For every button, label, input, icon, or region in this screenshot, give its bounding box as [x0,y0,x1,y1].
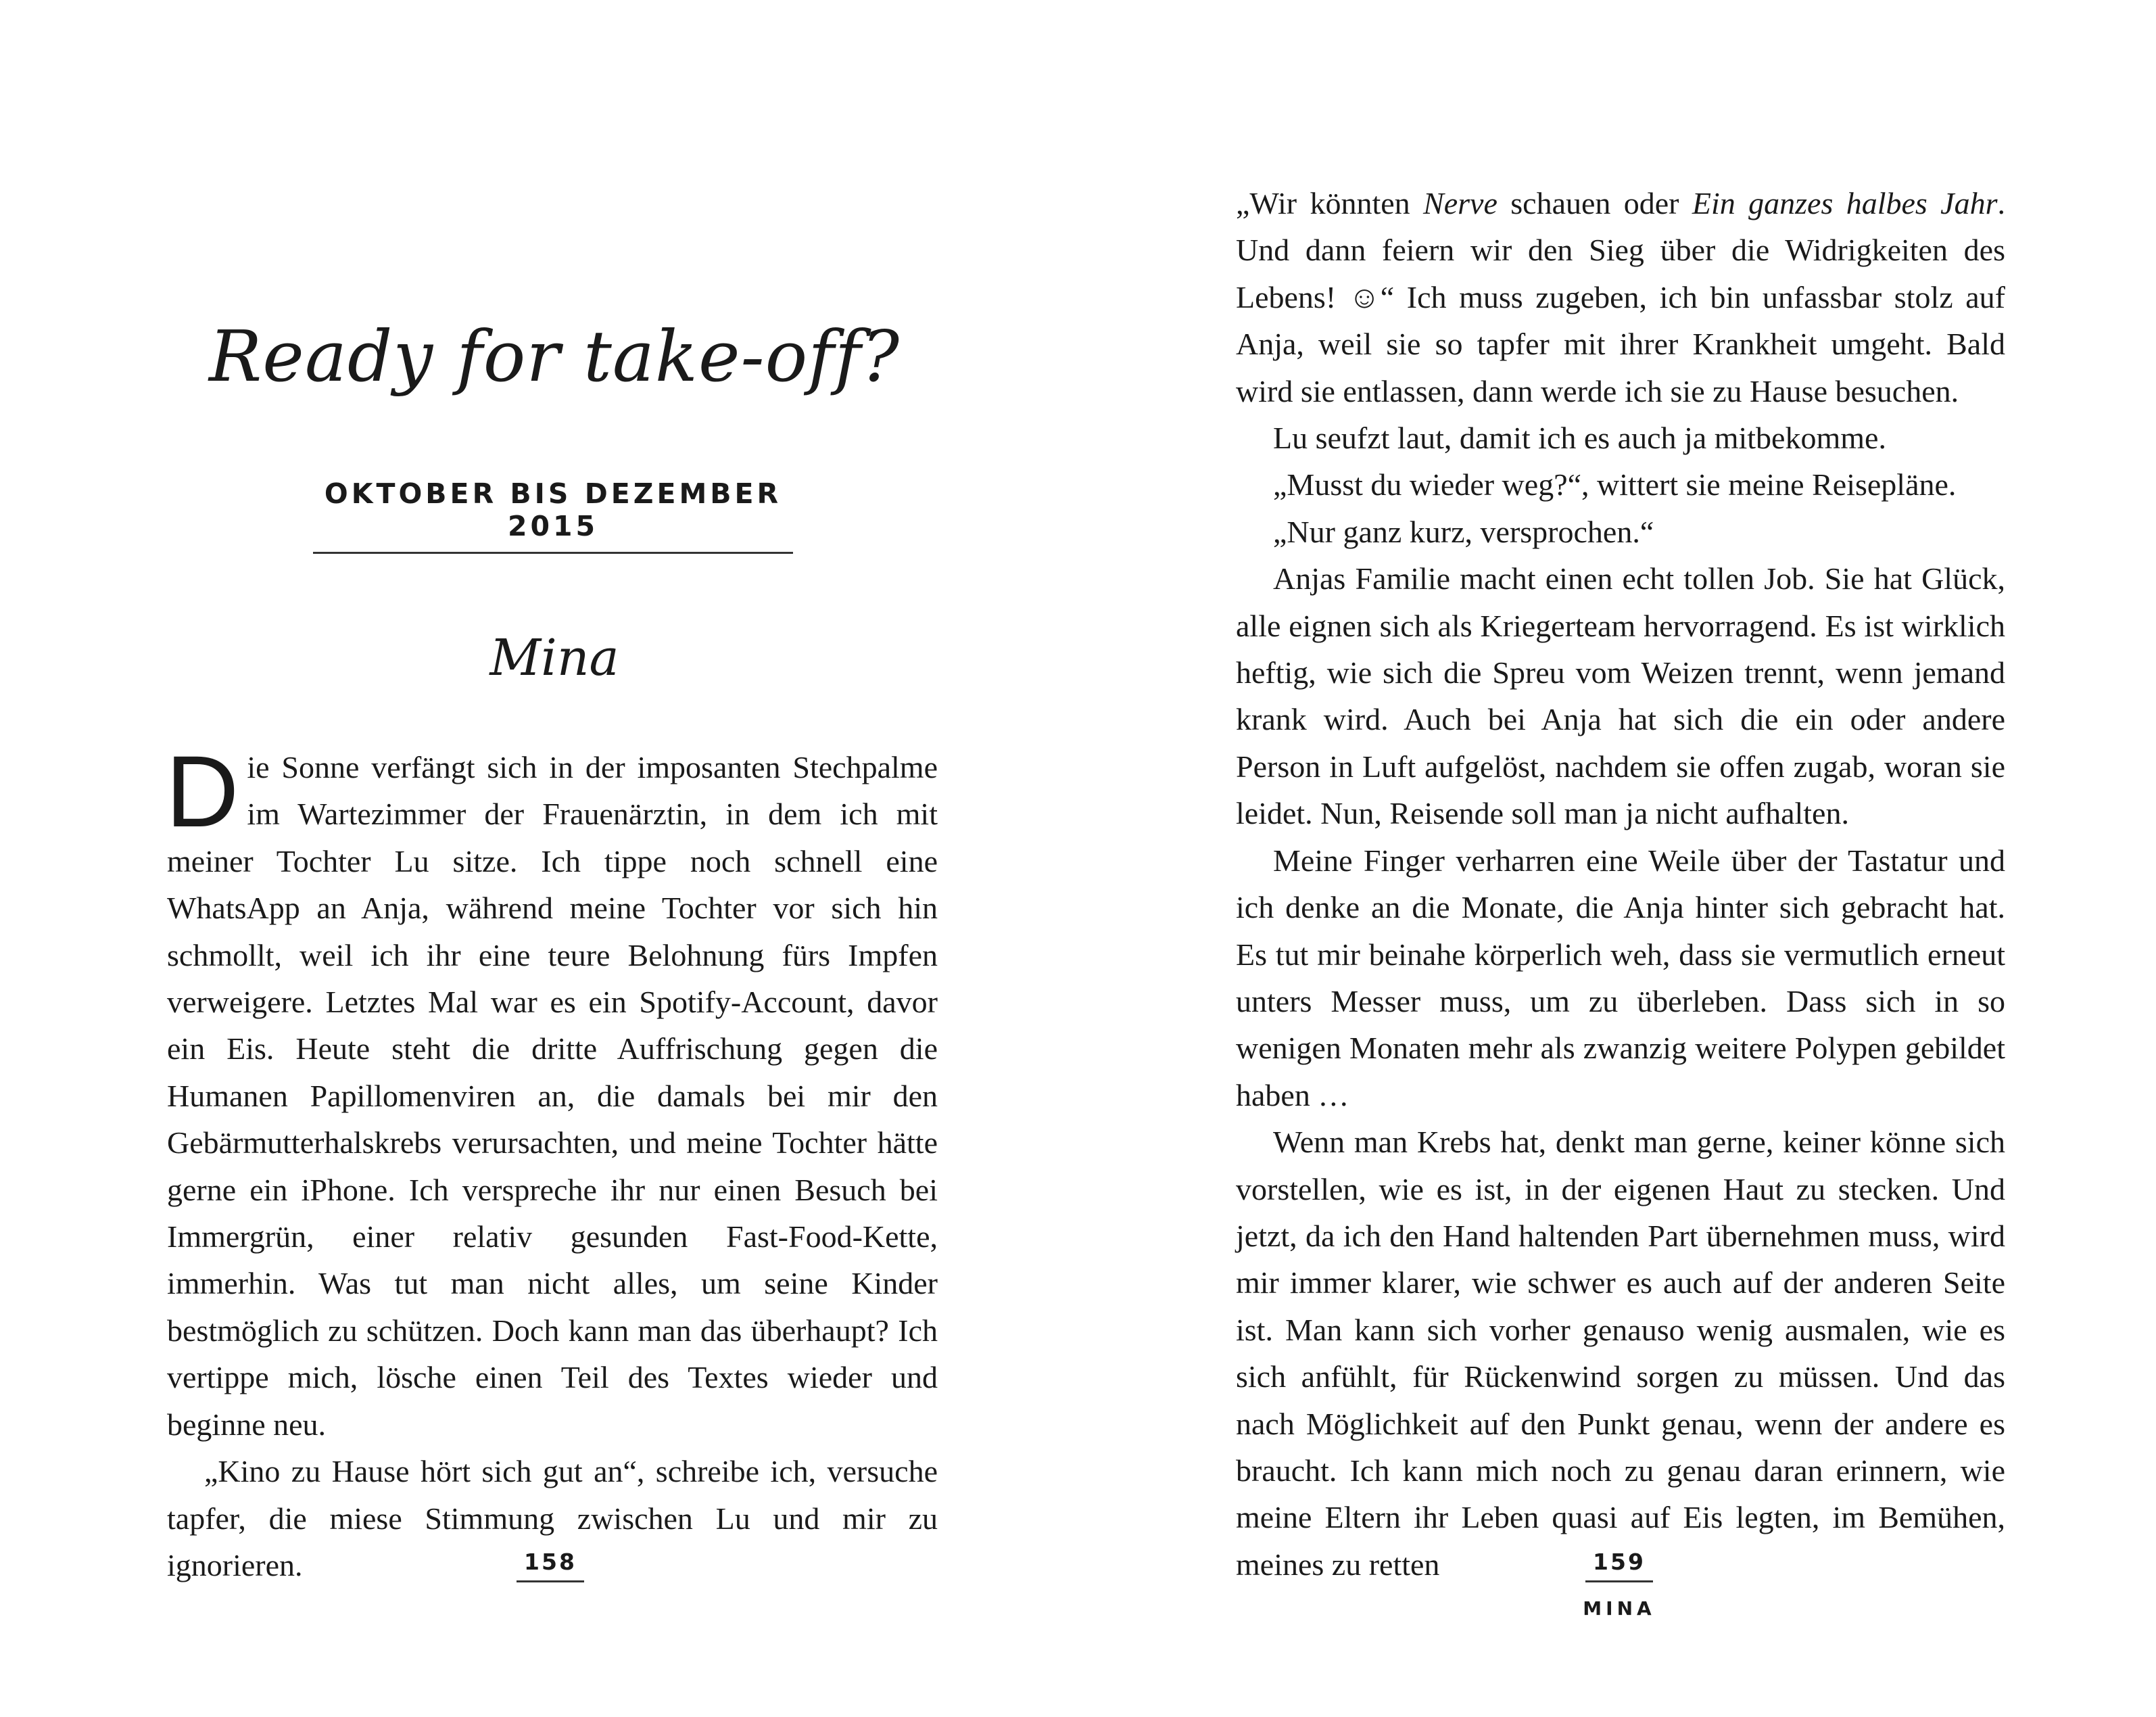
body-paragraph: Die Sonne verfängt sich in der imposanten Stechpalme im Wartezimmer der Frauenärztin, in dem ich mit meiner Tochter Lu sitze. Ich tippe noch schnell eine WhatsApp an Anja, während meine Tochter vor sich hin schmollt, weil ich ihr eine teure Belohnung fürs Impfen verweigere. Letztes Mal war es ein Spotify-Account, davor ein Eis. Heute steht die dritte Auffrischung gegen die Humanen Papillomenviren an, die damals bei mir den Gebärmutterhalskrebs verursachten, und meine Tochter hätte gerne ein iPhone. Ich verspreche ihr nur einen Besuch bei Immergrün, einer relativ gesunden Fast-Food-Kette, immerhin. Was tut man nicht alles, um seine Kinder bestmöglich zu schützen. Doch kann man das überhaupt? Ich vertippe mich, lösche einen Teil des Textes wieder und beginne neu. [166,734,938,1442]
body-paragraph: „Nur ganz kurz, versprochen.“ [1273,514,1654,549]
chapter-title: Ready for take-off? [209,315,900,398]
body-paragraph: Wenn man Krebs hat, denkt man gerne, keiner könne sich vorstellen, wie es ist, in der eigenen Haut zu stecken. Und jetzt, da ich den Hand haltenden Part übernehmen muss, wird mir immer klarer, wie schwer es auch auf der anderen Seite ist. Man kann sich vorher genauso wenig ausmalen, wie es sich anfühlt, für Rückenwind sorgen zu müssen. Und das nach Möglichkeit auf den Punkt genau, wenn der andere es braucht. Ich kann mich noch zu genau daran erinnern, wie meine Eltern ihr Leben quasi auf Eis legten, im Bemühen, meines zu retten [1236,1125,2005,1582]
body-paragraph: Meine Finger verharren eine Weile über der Tastatur und ich denke an die Monate, die Anja hinter sich gebracht hat. Es tut mir beinahe körperlich weh, dass sie vermutlich erneut unters Messer muss, um zu überleben. Dass sich in so wenigen Monaten mehr als zwanzig weitere Polypen gebildet haben … [1236,843,2005,1112]
body-paragraph: „Kino zu Hause hört sich gut an“, schreibe ich, versuche tapfer, die miese Stimmung zwischen Lu und mir zu ignorieren. [167,1454,938,1582]
page-number: 158 [517,1549,584,1582]
section-title: Mina [489,629,619,687]
chapter-dates: OKTOBER BIS DEZEMBER 2015 [313,477,793,554]
film-title: Ein ganzes halbes Jahr [1692,186,1998,220]
film-title: Nerve [1423,186,1498,220]
body-paragraph: Lu seufzt laut, damit ich es auch ja mitbekomme. [1273,421,1886,456]
page-number: 159 [1585,1549,1653,1582]
drop-cap: D [166,734,239,848]
body-paragraph: „Musst du wieder weg?“, wittert sie meine Reisepläne. [1273,467,1957,502]
body-paragraph: Anjas Familie macht einen echt tollen Job. Sie hat Glück, alle eignen sich als Kriegerteam hervorragend. Es ist wirklich heftig, wie sich die Spreu vom Weizen trennt, wenn jemand krank wird. Auch bei Anja hat sich die ein oder andere Person in Luft aufgelöst, nachdem sie offen zugab, woran sie leidet. Nun, Reisende soll man ja nicht aufhalten. [1236,561,2005,831]
left-page-body [166,734,938,1589]
running-footer: MINA [1583,1597,1656,1620]
body-paragraph-continued: „Wir könnten Nerve schauen oder Ein ganzes halbes Jahr. Und dann feiern wir den Sieg über die Widrigkeiten des Lebens! ☺“ Ich muss zugeben, ich bin unfassbar stolz auf Anja, weil sie so tapfer mit ihrer Krankheit umgeht. Bald wird sie entlassen, dann werde ich sie zu Hause besuchen. [1236,186,2005,408]
right-page-body [1236,180,2005,1588]
